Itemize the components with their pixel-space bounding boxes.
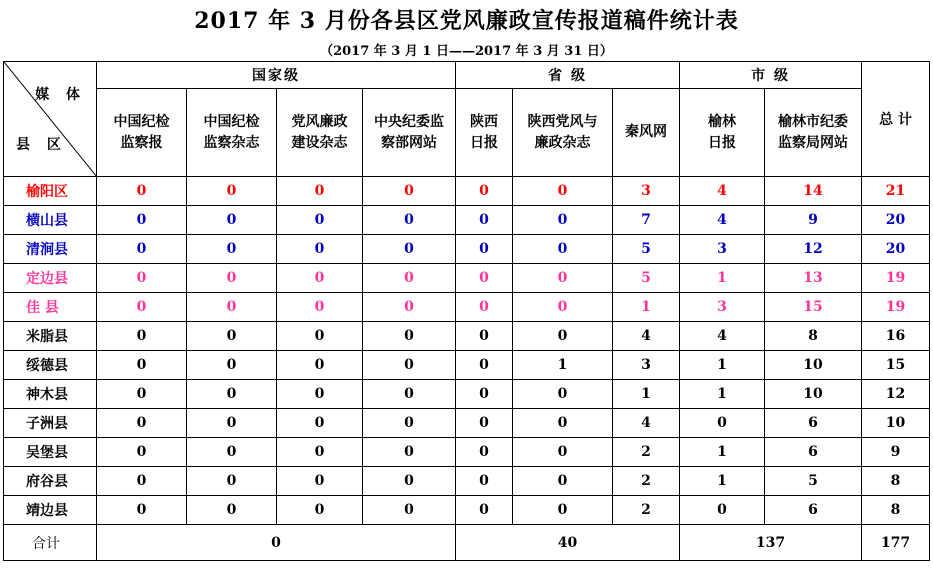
count-cell: 0 (97, 438, 187, 467)
count-cell: 1 (680, 438, 765, 467)
count-cell: 0 (680, 409, 765, 438)
table-row (4, 293, 930, 322)
count-cell: 3 (613, 177, 680, 206)
row-total-cell: 9 (862, 438, 930, 467)
count-cell: 6 (765, 409, 862, 438)
count-cell: 0 (513, 235, 613, 264)
media-header-5 (513, 89, 613, 177)
count-cell: 1 (680, 351, 765, 380)
count-cell: 0 (513, 380, 613, 409)
row-total-cell: 20 (862, 206, 930, 235)
table-row (4, 409, 930, 438)
count-cell: 10 (765, 380, 862, 409)
table-row (4, 264, 930, 293)
count-cell: 0 (363, 467, 456, 496)
count-cell: 2 (613, 467, 680, 496)
count-cell: 5 (765, 467, 862, 496)
group-header-row (4, 62, 930, 89)
count-cell: 0 (187, 206, 277, 235)
count-cell: 0 (187, 177, 277, 206)
table-row (4, 438, 930, 467)
media-header-4 (456, 89, 513, 177)
count-cell: 6 (765, 438, 862, 467)
county-name: 绥德县 (4, 351, 97, 380)
count-cell: 0 (456, 380, 513, 409)
count-cell: 4 (680, 206, 765, 235)
count-cell: 0 (363, 380, 456, 409)
table-row (4, 467, 930, 496)
media-header-7 (680, 89, 765, 177)
media-header-1 (187, 89, 277, 177)
count-cell: 5 (613, 235, 680, 264)
count-cell: 0 (187, 293, 277, 322)
count-cell: 0 (97, 496, 187, 525)
count-cell: 0 (456, 351, 513, 380)
total-national: 0 (97, 525, 456, 561)
row-total-cell: 8 (862, 496, 930, 525)
count-cell: 0 (513, 438, 613, 467)
count-cell: 0 (277, 467, 363, 496)
row-total-cell: 21 (862, 177, 930, 206)
count-cell: 0 (277, 293, 363, 322)
media-header-line: 榆林 (708, 113, 737, 130)
count-cell: 0 (187, 409, 277, 438)
count-cell: 0 (97, 264, 187, 293)
county-name: 府谷县 (4, 467, 97, 496)
table-row (4, 177, 930, 206)
count-cell: 1 (613, 293, 680, 322)
count-cell: 12 (765, 235, 862, 264)
media-header-line: 中国纪检 (203, 113, 260, 130)
count-cell: 0 (456, 322, 513, 351)
table-row (4, 496, 930, 525)
total-label: 合计 (4, 525, 97, 561)
count-cell: 1 (513, 351, 613, 380)
county-name: 定边县 (4, 264, 97, 293)
count-cell: 2 (613, 496, 680, 525)
count-cell: 0 (97, 351, 187, 380)
count-cell: 0 (456, 438, 513, 467)
count-cell: 0 (680, 496, 765, 525)
count-cell: 2 (613, 438, 680, 467)
media-header-line: 秦风网 (625, 124, 668, 140)
media-header-line: 中国纪检 (113, 113, 170, 130)
row-total-cell: 20 (862, 235, 930, 264)
count-cell: 3 (680, 293, 765, 322)
count-cell: 0 (513, 409, 613, 438)
count-cell: 0 (363, 351, 456, 380)
count-cell: 0 (97, 467, 187, 496)
count-cell: 10 (765, 351, 862, 380)
count-cell: 0 (513, 293, 613, 322)
county-name: 米脂县 (4, 322, 97, 351)
county-name: 神木县 (4, 380, 97, 409)
count-cell: 0 (363, 177, 456, 206)
count-cell: 1 (680, 467, 765, 496)
count-cell: 0 (277, 438, 363, 467)
grand-total-header: 总 计 (862, 62, 930, 177)
statistics-table (3, 61, 930, 561)
count-cell: 0 (277, 409, 363, 438)
count-cell: 0 (363, 264, 456, 293)
county-name: 佳 县 (4, 293, 97, 322)
media-header-6 (613, 89, 680, 177)
table-row (4, 380, 930, 409)
media-header-line: 廉政杂志 (534, 134, 591, 151)
media-header-line: 陕西 (470, 113, 498, 130)
count-cell: 0 (513, 264, 613, 293)
count-cell: 8 (765, 322, 862, 351)
count-cell: 0 (363, 293, 456, 322)
row-total-cell: 8 (862, 467, 930, 496)
table-row (4, 351, 930, 380)
county-name: 吴堡县 (4, 438, 97, 467)
count-cell: 13 (765, 264, 862, 293)
media-header-0 (97, 89, 187, 177)
count-cell: 0 (187, 380, 277, 409)
row-total-cell: 12 (862, 380, 930, 409)
count-cell: 0 (456, 293, 513, 322)
media-header-line: 建设杂志 (291, 134, 348, 151)
count-cell: 7 (613, 206, 680, 235)
count-cell: 0 (97, 409, 187, 438)
count-cell: 4 (680, 322, 765, 351)
media-header-3 (363, 89, 456, 177)
count-cell: 0 (187, 351, 277, 380)
count-cell: 0 (456, 235, 513, 264)
media-header-line: 察部网站 (381, 134, 437, 151)
count-cell: 0 (277, 235, 363, 264)
count-cell: 1 (680, 380, 765, 409)
count-cell: 0 (456, 496, 513, 525)
count-cell: 0 (187, 467, 277, 496)
media-header-line: 陕西党风与 (527, 113, 598, 130)
media-header-2 (277, 89, 363, 177)
table-body (4, 62, 930, 561)
count-cell: 0 (363, 206, 456, 235)
count-cell: 0 (363, 496, 456, 525)
row-total-cell: 19 (862, 264, 930, 293)
media-header-line: 日报 (708, 134, 737, 151)
count-cell: 0 (363, 235, 456, 264)
media-header-line: 日报 (470, 134, 498, 151)
count-cell: 4 (680, 177, 765, 206)
count-cell: 0 (363, 438, 456, 467)
totals-row (4, 525, 930, 561)
county-name: 靖边县 (4, 496, 97, 525)
count-cell: 0 (363, 409, 456, 438)
county-name: 清涧县 (4, 235, 97, 264)
count-cell: 4 (613, 409, 680, 438)
corner-media-label: 媒 体 (35, 87, 86, 103)
count-cell: 15 (765, 293, 862, 322)
group-national: 国家级 (97, 62, 456, 89)
group-city: 市 级 (680, 62, 862, 89)
count-cell: 0 (97, 322, 187, 351)
row-total-cell: 10 (862, 409, 930, 438)
count-cell: 4 (613, 322, 680, 351)
count-cell: 0 (187, 322, 277, 351)
media-header-row (4, 89, 930, 177)
count-cell: 0 (277, 177, 363, 206)
count-cell: 0 (456, 409, 513, 438)
count-cell: 0 (187, 438, 277, 467)
count-cell: 0 (97, 206, 187, 235)
count-cell: 0 (277, 351, 363, 380)
count-cell: 3 (613, 351, 680, 380)
table-row (4, 322, 930, 351)
media-header-line: 监察局网站 (778, 134, 849, 151)
count-cell: 0 (513, 322, 613, 351)
table-row (4, 235, 930, 264)
count-cell: 0 (456, 177, 513, 206)
table-row (4, 206, 930, 235)
count-cell: 0 (277, 322, 363, 351)
count-cell: 0 (513, 467, 613, 496)
count-cell: 5 (613, 264, 680, 293)
count-cell: 0 (513, 496, 613, 525)
count-cell: 0 (456, 264, 513, 293)
media-header-line: 党风廉政 (291, 113, 348, 130)
county-name: 榆阳区 (4, 177, 97, 206)
media-header-line: 中央纪委监 (374, 113, 444, 130)
count-cell: 0 (277, 264, 363, 293)
count-cell: 0 (456, 206, 513, 235)
count-cell: 14 (765, 177, 862, 206)
county-name: 子洲县 (4, 409, 97, 438)
media-header-line: 监察报 (120, 134, 163, 151)
count-cell: 0 (513, 177, 613, 206)
count-cell: 0 (277, 380, 363, 409)
count-cell: 0 (187, 235, 277, 264)
total-city: 137 (680, 525, 862, 561)
count-cell: 3 (680, 235, 765, 264)
row-total-cell: 16 (862, 322, 930, 351)
group-province: 省 级 (456, 62, 680, 89)
total-province: 40 (456, 525, 680, 561)
count-cell: 6 (765, 496, 862, 525)
total-grand: 177 (862, 525, 930, 561)
media-header-8 (765, 89, 862, 177)
count-cell: 0 (277, 206, 363, 235)
count-cell: 0 (513, 206, 613, 235)
count-cell: 0 (363, 322, 456, 351)
count-cell: 0 (456, 467, 513, 496)
corner-header-cell (4, 62, 97, 177)
page-title: 2017 年 3 月份各县区党风廉政宣传报道稿件统计表 (194, 8, 739, 34)
date-range-subtitle: （2017 年 3 月 1 日——2017 年 3 月 31 日） (320, 44, 613, 59)
media-header-line: 榆林市纪委 (778, 113, 849, 130)
count-cell: 1 (613, 380, 680, 409)
row-total-cell: 19 (862, 293, 930, 322)
count-cell: 0 (187, 496, 277, 525)
county-name: 横山县 (4, 206, 97, 235)
count-cell: 9 (765, 206, 862, 235)
count-cell: 1 (680, 264, 765, 293)
media-header-line: 监察杂志 (203, 134, 260, 151)
count-cell: 0 (97, 293, 187, 322)
count-cell: 0 (97, 177, 187, 206)
count-cell: 0 (187, 264, 277, 293)
corner-diagonal-line (4, 62, 97, 177)
count-cell: 0 (97, 380, 187, 409)
corner-county-label: 县 区 (16, 137, 67, 153)
count-cell: 0 (97, 235, 187, 264)
count-cell: 0 (277, 496, 363, 525)
row-total-cell: 15 (862, 351, 930, 380)
